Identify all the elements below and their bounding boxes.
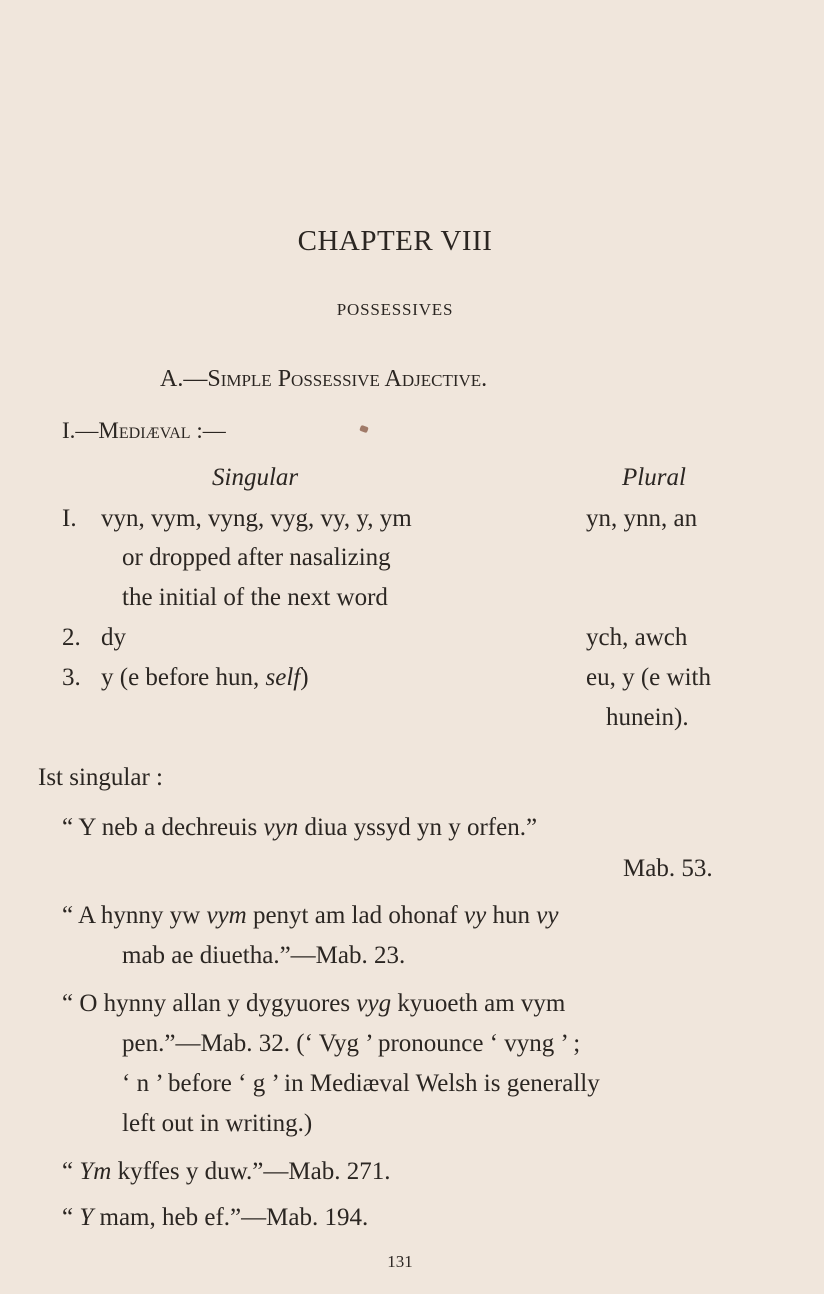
text-span: “ O hynny allan y dygyuores	[62, 990, 357, 1017]
example-quote	[62, 990, 565, 1018]
section-title: POSSESSIVES	[336, 300, 454, 319]
text-span: “ Y neb a dechreuis	[62, 814, 264, 841]
row-1-plural: yn, ynn, an	[586, 505, 698, 532]
row-1-number: I.	[62, 505, 77, 532]
text-span: y (e before hun,	[101, 664, 266, 691]
example-quote	[62, 1204, 368, 1232]
italic-word: Ym	[79, 1158, 112, 1185]
example-reference: Mab. 53.	[623, 855, 713, 882]
italic-word: vy	[536, 902, 559, 929]
example-quote-continuation: mab ae diuetha.”—Mab. 23.	[122, 942, 406, 969]
text-span: mam, heb ef.”—Mab. 194.	[93, 1204, 369, 1231]
mediaeval-heading: I.—Mediæval :—	[62, 418, 226, 443]
example-quote-continuation: pen.”—Mab. 32. (‘ Vyg ’ pronounce ‘ vyng ’ ;	[122, 1030, 581, 1057]
example-quote	[62, 1158, 390, 1186]
italic-word: vyg	[356, 990, 392, 1017]
text-span: penyt am lad ohonaf	[246, 902, 465, 929]
row-3-singular	[101, 664, 309, 692]
example-quote-continuation: left out in writing.)	[122, 1110, 313, 1137]
example-quote	[62, 814, 537, 842]
italic-word: vym	[206, 902, 247, 929]
italic-word: vyn	[263, 814, 299, 841]
row-1-singular: vyn, vym, vyng, vyg, vy, y, ym	[101, 505, 412, 532]
text-span: hun	[486, 902, 537, 929]
row-3-plural-continuation: hunein).	[606, 704, 689, 731]
printers-mark	[359, 425, 369, 433]
row-3-plural: eu, y (e with	[586, 664, 711, 691]
row-2-plural: ych, awch	[586, 624, 688, 651]
column-header-plural: Plural	[622, 464, 686, 491]
row-1-continuation: or dropped after nasalizing	[122, 544, 391, 571]
subsection-text: Simple Possessive Adjective.	[207, 366, 488, 392]
text-span: diua yssyd yn y orfen.”	[298, 814, 538, 841]
italic-word: self	[265, 664, 301, 691]
example-quote-continuation: ‘ n ’ before ‘ g ’ in Mediæval Welsh is generally	[122, 1070, 600, 1097]
italic-word: Y	[79, 1204, 94, 1231]
text-span: kyffes y duw.”—Mab. 271.	[111, 1158, 391, 1185]
subsection-prefix: A.—	[160, 366, 208, 392]
first-singular-label: Ist singular :	[38, 764, 163, 791]
text-span: “	[62, 1204, 80, 1231]
subsection-heading	[160, 366, 487, 393]
row-2-number: 2.	[62, 624, 81, 651]
example-quote	[62, 902, 558, 930]
page-number: 131	[387, 1252, 413, 1271]
text-span: “	[62, 1158, 80, 1185]
text-span: kyuoeth am vym	[391, 990, 566, 1017]
text-span: )	[300, 664, 309, 691]
row-3-number: 3.	[62, 664, 81, 691]
text-span: “ A hynny yw	[62, 902, 207, 929]
row-1-continuation: the initial of the next word	[122, 584, 388, 611]
row-2-singular: dy	[101, 624, 126, 651]
chapter-title: CHAPTER VIII	[297, 225, 493, 257]
column-header-singular: Singular	[212, 464, 299, 491]
italic-word: vy	[464, 902, 487, 929]
